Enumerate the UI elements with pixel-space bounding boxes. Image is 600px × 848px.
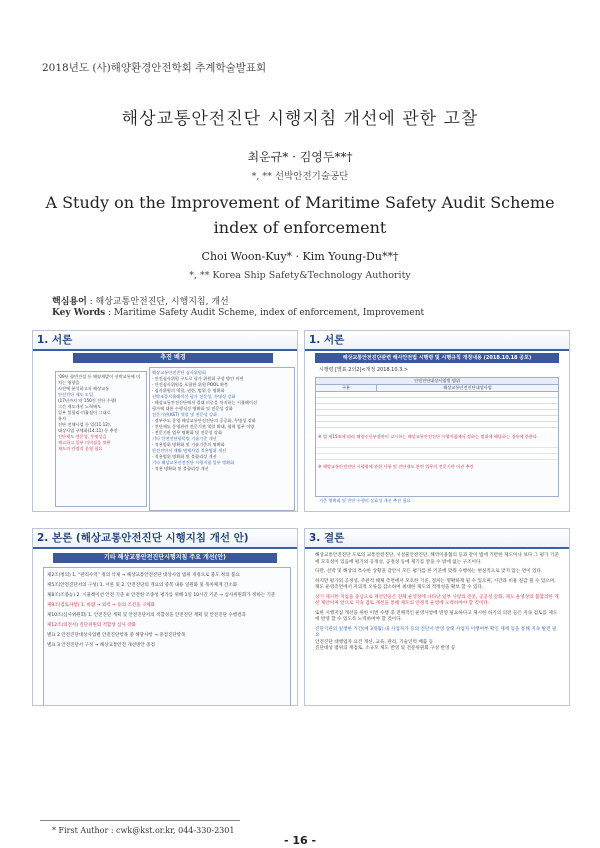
summary-line: 진단제도 전문성, 투명성을	[58, 434, 107, 439]
conclusion-paragraph: 상기 제시한 지침을 중심으로 개선안들은 전체 운영상에 나타난 일부 사항의 전문, 공공성 강화, 제도 운영상의 불합리한 개선 제안이며 앞으로 지속 검토 개선을 통해 제도의 안정적 운영에 노력하여야 할 것이다.	[315, 594, 559, 606]
improvement-list	[43, 567, 291, 706]
list-item: 제9조(검토사항) 1. 바람 → 외력 → 등의 조건을 구체화	[47, 603, 155, 608]
item-body: · 적용범위 명확화 및 불합리성 개선	[152, 454, 217, 459]
conclusion-bullet: 진단기관의 일정한 기간(예 3개월) 내 사업자가 동의 진단서 반영 상태 사업자 이행여부 확인 제재 등을 통해 지속 발전 필요	[315, 626, 557, 638]
table-header-cell: 해상교통안전진단대상사업	[443, 385, 492, 390]
list-item: 제10조(심사위원회) 1. 안전진단 계획 및 안전진단서의 적합성을 안전진단 계획 및 안전진단 수행결과	[47, 613, 246, 618]
summary-line: 진단 전체사업 등 입(11.12),	[58, 422, 111, 427]
list-item: 제8조(조종능) 2. 시뮬레이션 안전 기준 ⑥ 안전한 조종성 평가를 위해 1일 10시간 기준 → 심사위원회가 정하는 기준	[47, 593, 276, 598]
slide-heading: 1. 서론	[305, 331, 569, 351]
summary-line: ‘09년 항만건설 등 해양개발이 선박교통에 미치는 영향을	[58, 374, 141, 385]
summary-line: (17년까지 약 150건 진단 수행)	[58, 398, 117, 403]
table-header-row	[316, 385, 558, 392]
authors-korean: 최운규* · 김영두**†	[247, 150, 353, 164]
table-note: ※ 법 제15조에 따라 해양수산부장관이 고시하는 해상교통안전진단 시행지침에서 정하는 범위에 해당하는 경우에 한한다.	[318, 434, 539, 439]
table-body	[316, 392, 558, 432]
conclusion-paragraph: 해상교통안전진단 도로의 교통안전진단, 시설물안전진단, 해역이용협의 등과 같이 법에 기반한 제도이나 보다 그 평가 기준에 모호성이 있음에 평가의 공정성, 공정성 등에 제기를 받을 수 밖에 없는 구조이다.	[315, 553, 559, 565]
item-head: 기타 해상교통안전진단 시행지침 일부 명확화	[152, 460, 235, 465]
item-body: · 적용 명확화 및 불합리성 개선	[152, 466, 209, 471]
item-head: 안전진단서 재활 면제사업 적용범위 개선	[152, 448, 227, 453]
list-item: 별표 2 안전진단대상사업별 안전진단항목 중 해당사항 → 중점진단항목	[47, 633, 186, 638]
improvement-items-box	[149, 367, 295, 511]
keywords-english-text: : Maritime Safety Audit Scheme, index of enforcement, Improvement	[108, 308, 425, 318]
table-caption: 안전진단대상사업별 범위	[316, 378, 558, 385]
item-body: · 정부주도 운영 해상교통안전진단의 공공화, 투명성 강화	[152, 418, 256, 423]
summary-line: 일부 불합리·미흡점이 그대로	[58, 410, 111, 415]
conclusion-paragraph: 또한 시행지침 개선을 위한 이번 수행 중 전체적인 운영사항에 반영 필요하다고 제시한 하기의 의견 들은 지속 검토를 제도에 반영 할 수 있도록 노력하여야 할 것이다.	[315, 610, 558, 622]
slide-footer: 기준 명확화 및 진단 수행의 실효성 개선 추진 필요	[319, 498, 411, 503]
slide-introduction-background	[32, 330, 298, 512]
summary-line: 대상사업 구체화(14.11) 등 추진	[58, 428, 118, 433]
title-english: A Study on the Improvement of Maritime Safety Audit Scheme index of enforcement	[45, 193, 555, 237]
summary-line: 안전진단 제도 도입	[58, 392, 94, 397]
keywords-korean-text: : 해상교통안전진단, 시행지침, 개선	[89, 297, 229, 307]
item-head: 선박조종시뮬레이션 평가 전문성, 투명성 강화	[152, 394, 236, 399]
table-note: ※ 해양교통안전진단 시행령에 관한 사항 및 진단제도 관련 업무의 전문기관 이관 추진	[318, 464, 474, 469]
footnote: * First Author : cwk@kst.or.kr, 044-330-2301	[52, 826, 235, 835]
item-head: 전문기관(KST) 역할 및 전문성 강화	[152, 412, 218, 417]
slide-body-improvements	[32, 528, 298, 706]
title-korean: 해상교통안전진단 시행지침 개선에 관한 고찰	[121, 109, 479, 129]
list-item: 제5조(안전진단서의 구성) 1. 서론 및 2. 안전진단의 개요의 중복 내용 일원화 및 목차체계 간소화	[47, 583, 238, 588]
amendment-table	[315, 377, 559, 497]
conclusion-text	[315, 553, 559, 653]
list-item: 제12조(의견서) 진단위원의 적합성 심사 강화	[47, 623, 136, 628]
affiliation-english: *, ** Korea Ship Safety&Technology Authority	[189, 270, 411, 281]
affiliation-korean: *, ** 선박안전기술공단	[251, 171, 349, 182]
summary-line: 제고하고 일부 미비점을 보완	[58, 440, 111, 445]
slide-bar: 기타 해상교통안전진단시행지침 주요 개선(안)	[53, 553, 277, 563]
background-summary-box	[55, 371, 147, 507]
summary-line: 사전에 분석하고자 해상교통	[58, 386, 110, 391]
conclusion-paragraph: 다만, 선박 및 해상의 특수한 상황을 감안시 모든 평가를 한 기준에 맞춰 수행하는 현실적으로 맞지 않는 면이 있다.	[315, 569, 543, 574]
conclusion-bullet: 진단대상 범위의 재검토, 소규모 제도 반영 및 전문위원회 구성 반영 등	[315, 646, 456, 651]
keywords-english-label: Key Words	[52, 308, 106, 318]
slide-introduction-law-amendment	[304, 330, 570, 512]
slide-bar: 추진 배경	[73, 353, 273, 363]
amendment-subtitle: 시행령 [별표 2의2]<개정 2018.10.3.>	[319, 367, 409, 373]
authors-english: Choi Woon-Kuy* · Kim Young-Du**†	[201, 250, 399, 263]
item-head: 기타 안전진단항목별 기술기준 개선	[152, 436, 217, 441]
page-number: - 16 -	[283, 834, 317, 847]
slide-heading: 2. 본론 (해상교통안전진단 시행지침 개선 안)	[33, 529, 297, 549]
conclusion-bullet: 안전진단 대행업자 요건 개선, 교육, 관리, 기술인력 배출 등	[315, 639, 434, 645]
slide-conclusion	[304, 528, 570, 706]
footnote-divider	[40, 820, 240, 821]
item-body: · 안전심사위원을 포함한 위원 POOL 확충	[152, 382, 229, 387]
table-body-extra	[316, 442, 558, 462]
keywords-english	[52, 308, 424, 318]
conference-header: 2018년도 (사)해양환경안전학회 추계학술발표회	[42, 62, 267, 74]
item-head: 해상교통안전진단 심사위원회	[152, 370, 206, 375]
item-body: · 진단제도 운영관련 전문기관 역할 확대, 협력 업무 이양	[152, 424, 255, 429]
keywords-korean-label: 핵심용어	[52, 297, 87, 307]
item-body: · 심사위원의 역할, 권한, 범위 등 명확화	[152, 388, 225, 393]
item-body: 평가에 대한 수행직성 명확화 및 전문성 강화	[152, 406, 233, 411]
table-header-cell: 구분	[316, 385, 377, 391]
summary-line: 유지	[58, 416, 67, 421]
item-body: · 해상교통안전진단에서 절대 비중을 차지하는 시뮬레이션	[152, 400, 258, 405]
conclusion-paragraph: 하지만 평가의 공정성, 주관적 해제 측면에서 모호한 기준, 절차는 명확하게 될 수 있으며, 시간과 비용 절감 될 수 있으며, 제도 운영측면에서 자의적 오류를 감소하여 최대한 제도의 적정성을 확보 할 수 있다.	[315, 578, 556, 590]
list-item: 제2조(정의) 1. “관리수역” 정의 삭제 → 해상교통안전진단 대상사업 범위 개정으로 불도 정의 불요	[47, 573, 240, 578]
slide-heading: 1. 서론	[33, 331, 297, 351]
slide-heading: 3. 결론	[305, 529, 569, 549]
summary-line: 제도의 안정적 운영 필요	[58, 446, 103, 451]
item-body: · 안전심사위원 구도로 평가 위원회 구성 방안 마련	[152, 376, 244, 381]
summary-line: 그간 제도개선 노력에도	[58, 404, 102, 409]
slide-bar: 해상교통안전진단관련 해사안전법 시행령 및 시행규칙 개정내용 (2018.10.18 공포)	[315, 353, 559, 363]
keywords-korean	[52, 294, 229, 307]
item-body: · 전문기관 업무 명확화 및 전문성 강화	[152, 430, 222, 435]
item-body: · 적용범위 명확화 및 기술기준의 명확화	[152, 442, 225, 447]
list-item: 별표 3 안전진단서 구성 → 해상교통안전 개선방안 중점	[47, 643, 155, 648]
